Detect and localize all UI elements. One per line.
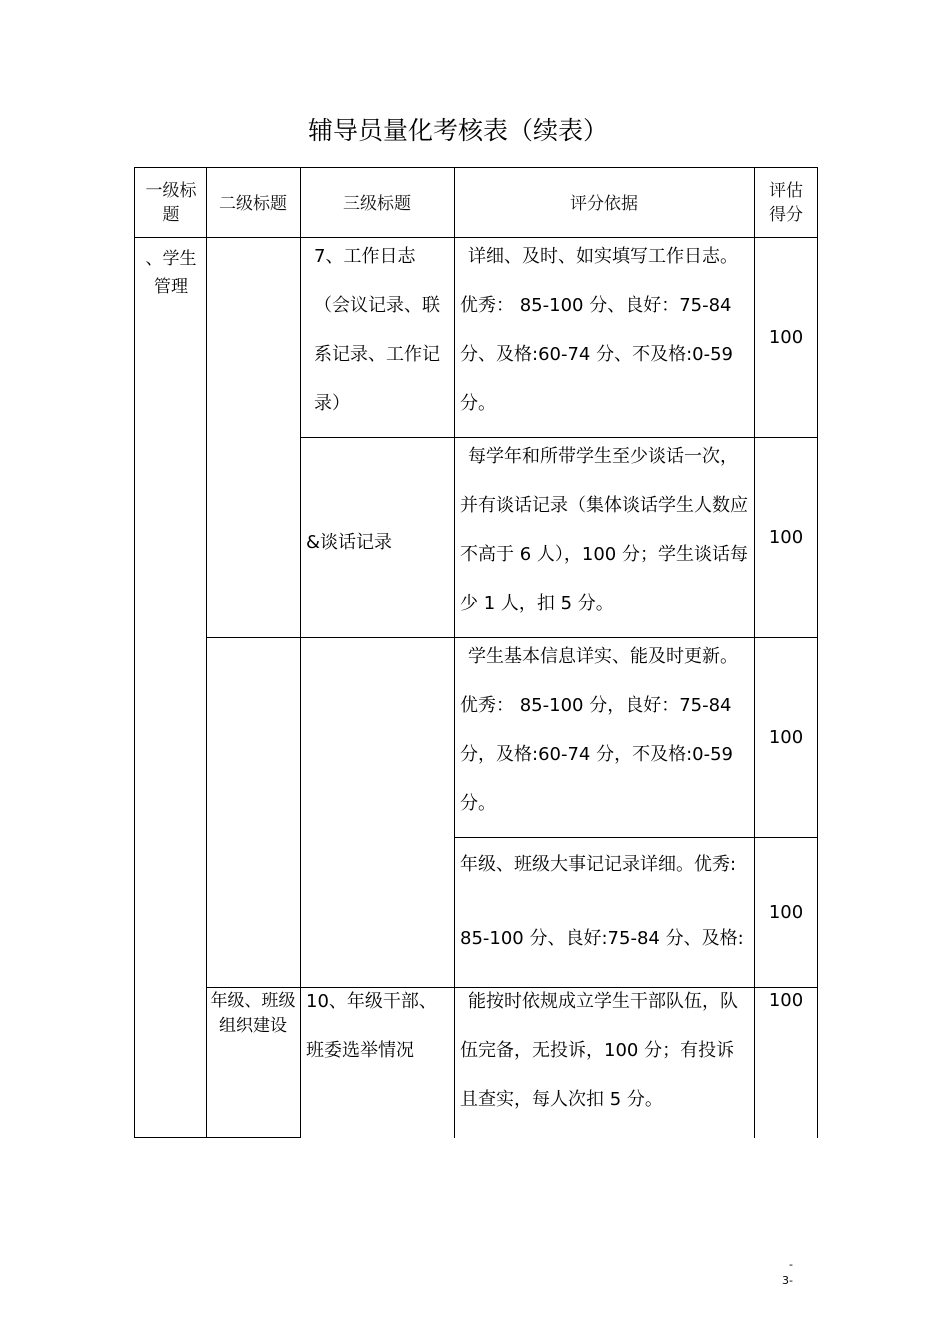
row4-basis-line1: 年级、班级大事记记录详细。优秀: [460, 854, 737, 875]
col-line-left [134, 167, 135, 1138]
col-line-right [817, 167, 818, 1138]
col-line-1 [206, 167, 207, 1138]
header-level2: 二级标题 [219, 194, 287, 214]
header-score: 评估得分 [769, 181, 803, 225]
document-title: 辅导员量化考核表（续表） [308, 116, 608, 145]
header-level3: 三级标题 [343, 194, 411, 214]
level1-cell: 、学生管理 [145, 249, 197, 297]
row1-score: 100 [768, 327, 804, 348]
row5-basis: 能按时依规成立学生干部队伍，队伍完备，无投诉，100 分；有投诉且查实，每人次扣 5 分。 [460, 991, 738, 1110]
footer-dash: - [789, 1258, 793, 1271]
row2-level3: &谈话记录 [306, 532, 393, 553]
table-border-bottom [134, 1137, 300, 1138]
row1-level3: 7、工作日志（会议记录、联系记录、工作记录） [314, 246, 440, 414]
row3-bottom-line [454, 837, 818, 838]
row3-score: 100 [768, 727, 804, 748]
row5-score: 100 [768, 990, 804, 1011]
row5-level2: 年级、班级组织建设 [210, 991, 296, 1036]
col-line-3 [454, 167, 455, 1138]
row2-score: 100 [768, 527, 804, 548]
col-line-2 [300, 167, 301, 1138]
row1-basis: 详细、及时、如实填写工作日志。优秀： 85-100 分、良好：75-84 分、及格:60-74 分、不及格:0-59 分。 [460, 246, 738, 414]
row5-level3: 10、年级干部、班委选举情况 [306, 991, 437, 1061]
row4-score: 100 [768, 902, 804, 923]
row3-basis: 学生基本信息详实、能及时更新。优秀： 85-100 分，良好：75-84 分，及格:60-74 分，不及格:0-59 分。 [460, 646, 738, 814]
document-title-wrap [308, 112, 608, 168]
row2-basis: 每学年和所带学生至少谈话一次，并有谈话记录（集体谈话学生人数应不高于 6 人），100 分；学生谈话每少 1 人，扣 5 分。 [460, 446, 748, 614]
header-level1: 一级标题 [145, 181, 197, 225]
header-basis: 评分依据 [570, 194, 638, 214]
table-border-top [134, 167, 818, 168]
page-number: 3- [782, 1274, 793, 1287]
row4-basis-line2: 85-100 分、良好:75-84 分、及格: [460, 928, 744, 949]
